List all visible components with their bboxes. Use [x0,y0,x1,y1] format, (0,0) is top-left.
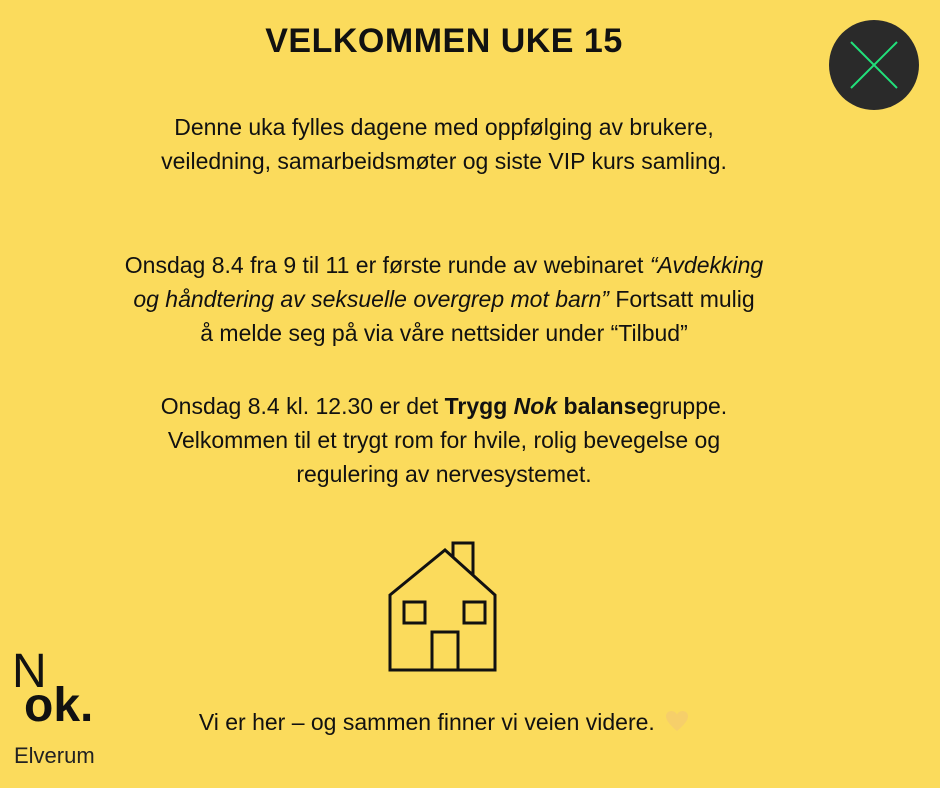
group-line: Velkommen til et trygt rom for hvile, rolig bevegelse og [167,427,721,453]
logo-letter-n: N [12,645,47,698]
webinar-title-part: og håndtering av seksuelle overgrep mot barn” [133,286,609,312]
nok-logo [12,645,122,732]
group-line: regulering av nervesystemet. [296,461,592,487]
webinar-title-part: “Avdekking [649,252,764,278]
logo-location: Elverum [14,743,95,768]
intro-paragraph [0,110,888,178]
footer-message: Vi er her – og sammen finner vi veien videre. [0,705,888,739]
logo-letters-ok: ok. [24,679,94,732]
webinar-line: Onsdag 8.4 fra 9 til 11 er første runde av webinaret “Avdekking [124,252,764,278]
intro-line: veiledning, samarbeidsmøter og siste VIP kurs samling. [161,148,727,174]
group-line: Onsdag 8.4 kl. 12.30 er det Trygg Nok balansegruppe. [160,393,728,419]
webinar-line: å melde seg på via våre nettsider under “Tilbud” [200,320,688,346]
webinar-paragraph [0,248,888,350]
heart-icon [665,710,689,732]
page-title: VELKOMMEN UKE 15 [265,22,623,60]
intro-line: Denne uka fylles dagene med oppfølging av brukere, [174,114,714,140]
close-x-icon [829,20,919,110]
house-icon [385,540,505,675]
close-button[interactable] [829,20,919,110]
webinar-line: og håndtering av seksuelle overgrep mot barn” Fortsatt mulig [133,286,755,312]
group-paragraph [0,389,888,491]
